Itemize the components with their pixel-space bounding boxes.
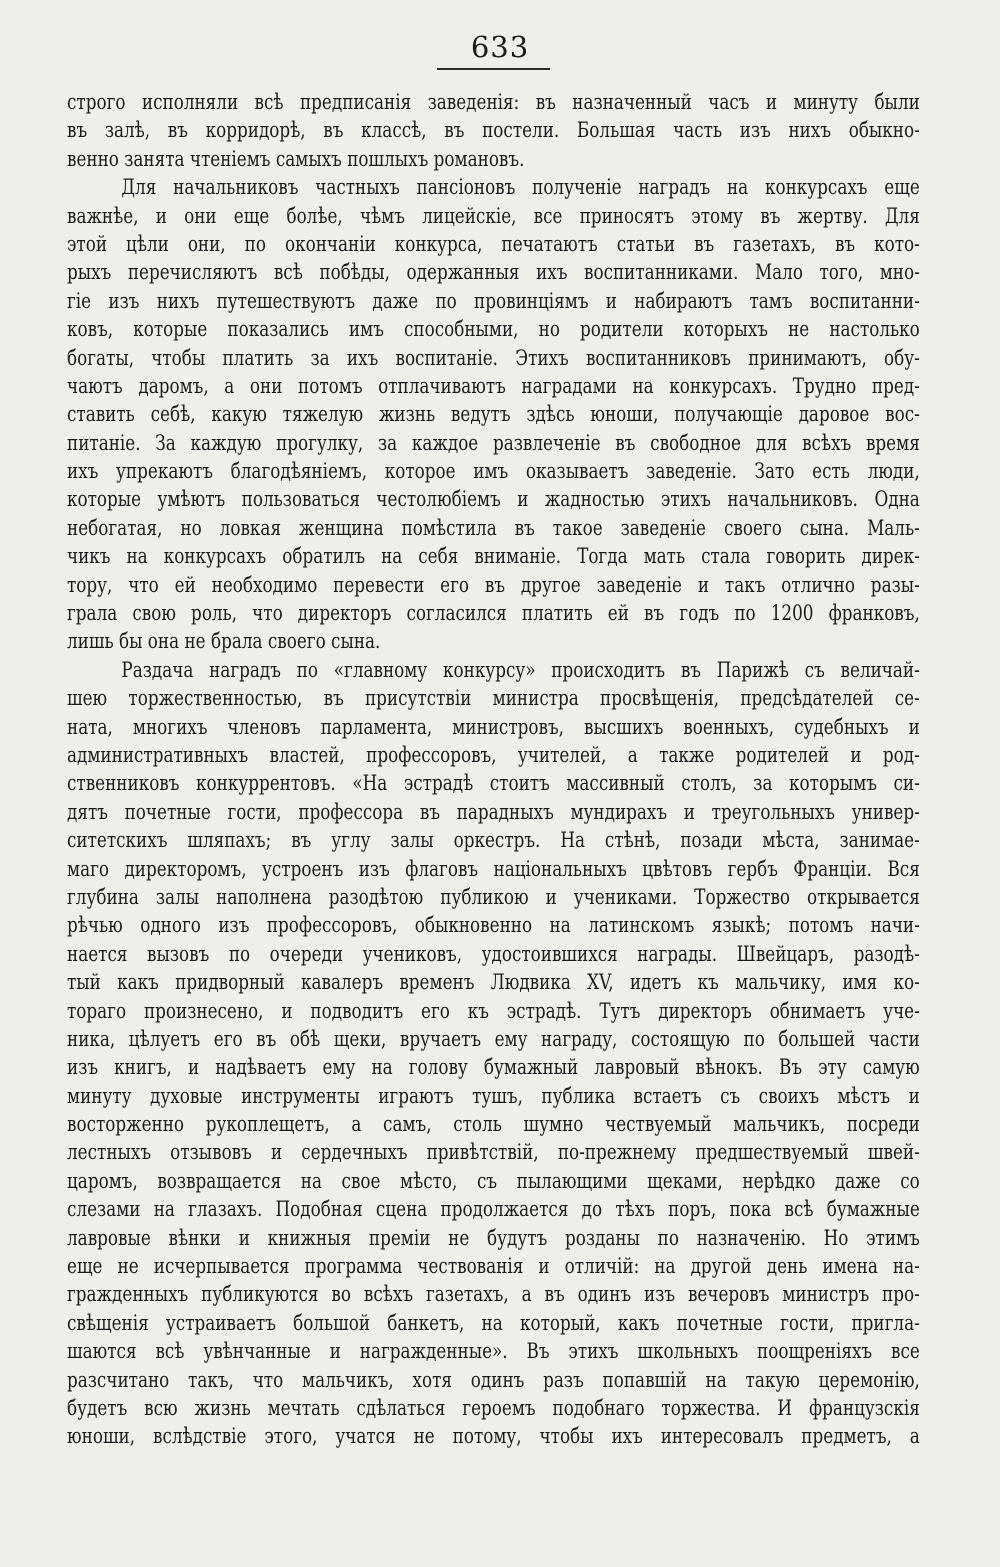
text-line: еще не исчерпывается программа чествованія и отличій: на другой день имена на- xyxy=(67,1254,920,1279)
text-line: ната, многихъ членовъ парламента, министровъ, высшихъ военныхъ, судебныхъ и xyxy=(67,714,920,739)
text-line: глубина залы наполнена разодѣтою публикою и учениками. Торжество открывается xyxy=(67,884,920,909)
page-number: 633 xyxy=(470,30,530,64)
text-line: слезами на глазахъ. Подобная сцена продолжается до тѣхъ поръ, пока всѣ бумажные xyxy=(67,1197,920,1222)
text-line: административныхъ властей, профессоровъ, учителей, а также родителей и род- xyxy=(67,742,920,767)
text-line: лестныхъ отзывовъ и сердечныхъ привѣтствій, по-прежнему предшествуемый швей- xyxy=(67,1140,920,1165)
text-line: маго директоромъ, устроенъ изъ флаговъ національныхъ цвѣтовъ гербъ Франціи. Вся xyxy=(67,856,920,881)
text-line: этой цѣли они, по окончаніи конкурса, печатаютъ статьи въ газетахъ, въ кото- xyxy=(67,231,920,256)
text-line: свѣщенія устраиваетъ большой банкетъ, на который, какъ почетные гости, пригла- xyxy=(67,1310,920,1335)
text-line: гражденныхъ публикуются во всѣхъ газетахъ, а въ одинъ изъ вечеровъ министръ про- xyxy=(67,1282,920,1307)
text-line: царомъ, возвращается на свое мѣсто, съ пылающими щеками, нерѣдко даже со xyxy=(67,1168,920,1193)
text-line: шею торжественностью, въ присутствіи министра просвѣщенія, предсѣдателей се- xyxy=(67,686,920,711)
text-line: питаніе. За каждую прогулку, за каждое развлеченіе въ свободное для всѣхъ время xyxy=(67,430,920,455)
text-line: Для начальниковъ частныхъ пансіоновъ полученіе наградъ на конкурсахъ еще xyxy=(121,175,920,200)
text-line: ковъ, которые показались имъ способными, но родители которыхъ не настолько xyxy=(67,317,920,342)
text-line: минуту духовые инструменты играютъ тушъ, публика встаетъ съ своихъ мѣстъ и xyxy=(67,1083,920,1108)
text-line: венно занята чтеніемъ самыхъ пошлыхъ романовъ. xyxy=(67,146,525,171)
text-line: разсчитано такъ, что мальчикъ, хотя одинъ разъ попавшій на такую церемонію, xyxy=(67,1367,920,1392)
text-line: восторженно рукоплещетъ, а самъ, столь шумно чествуемый мальчикъ, посреди xyxy=(67,1112,920,1137)
text-line: ихъ упрекаютъ благодѣяніемъ, которое имъ оказываетъ заведеніе. Зато есть люди, xyxy=(67,459,920,484)
text-line: въ залѣ, въ корридорѣ, въ классѣ, въ постели. Большая часть изъ нихъ обыкно- xyxy=(67,118,920,143)
text-line: небогатая, но ловкая женщина помѣстила въ такое заведеніе своего сына. Маль- xyxy=(67,515,920,540)
text-line: ставить себѣ, какую тяжелую жизнь ведутъ здѣсь юноши, получающіе даровое вос- xyxy=(67,402,920,427)
text-line: шаются всѣ увѣнчанные и награжденные». Въ этихъ школьныхъ поощреніяхъ все xyxy=(67,1339,920,1364)
text-line: богаты, чтобы платить за ихъ воспитаніе. Этихъ воспитанниковъ принимаютъ, обу- xyxy=(67,345,920,370)
text-line: тый какъ придворный кавалеръ временъ Людвика XV, идетъ къ мальчику, имя ко- xyxy=(67,970,920,995)
text-line: изъ книгъ, и надѣваетъ ему на голову бумажный лавровый вѣнокъ. Въ эту самую xyxy=(67,1055,920,1080)
text-line: Раздача наградъ по «главному конкурсу» происходитъ въ Парижѣ съ величай- xyxy=(121,657,920,682)
text-line: тору, что ей необходимо перевести его въ другое заведеніе и такъ отлично разы- xyxy=(67,572,920,597)
text-line: ситетскихъ шляпахъ; въ углу залы оркестръ. На стѣнѣ, позади мѣста, занимае- xyxy=(67,828,920,853)
text-line: ственниковъ конкуррентовъ. «На эстрадѣ стоитъ массивный столъ, за которымъ си- xyxy=(67,771,920,796)
text-line: дятъ почетные гости, профессора въ парадныхъ мундирахъ и треугольныхъ универ- xyxy=(67,799,920,824)
text-line: лишь бы она не брала своего сына. xyxy=(67,629,381,654)
header-rule xyxy=(437,68,550,70)
text-line: ника, цѣлуетъ его въ обѣ щеки, вручаетъ ему награду, состоящую по большей части xyxy=(67,1026,920,1051)
text-line: строго исполняли всѣ предписанія заведенія: въ назначенный часъ и минуту были xyxy=(67,90,920,114)
text-line: нается вызовъ по очереди учениковъ, удостоившихся награды. Швейцаръ, разодѣ- xyxy=(67,941,920,966)
text-line: грала свою роль, что директоръ согласился платить ей въ годъ по 1200 франковъ, xyxy=(67,601,920,626)
text-line: юноши, вслѣдствіе этого, учатся не потому, чтобы ихъ интересовалъ предметъ, а xyxy=(67,1424,920,1449)
text-line: гіе изъ нихъ путешествуютъ даже по провинціямъ и набираютъ тамъ воспитанни- xyxy=(67,288,920,313)
text-line: важнѣе, и они еще болѣе, чѣмъ лицейскіе, все приносятъ этому въ жертву. Для xyxy=(67,203,920,228)
text-line: будетъ всю жизнь мечтать сдѣлаться героемъ подобнаго торжества. И французскія xyxy=(67,1395,920,1420)
text-line: рыхъ перечисляютъ всѣ побѣды, одержанныя ихъ воспитанниками. Мало того, мно- xyxy=(67,260,920,285)
text-line: лавровые вѣнки и книжныя преміи не будутъ розданы по назначенію. Но этимъ xyxy=(67,1225,920,1250)
text-line: чаютъ даромъ, а они потомъ отплачиваютъ наградами на конкурсахъ. Трудно пред- xyxy=(67,373,920,398)
text-line: чикъ на конкурсахъ обратилъ на себя вниманіе. Тогда мать стала говорить дирек- xyxy=(67,544,920,569)
text-line: которые умѣютъ пользоваться честолюбіемъ и жадностью этихъ начальниковъ. Одна xyxy=(67,487,920,512)
text-line: рѣчью одного изъ профессоровъ, обыкновенно на латинскомъ языкѣ; потомъ начи- xyxy=(67,913,920,938)
text-line: тораго произнесено, и подводитъ его къ эстрадѣ. Тутъ директоръ обнимаетъ уче- xyxy=(67,998,920,1023)
body-text xyxy=(67,88,920,1451)
